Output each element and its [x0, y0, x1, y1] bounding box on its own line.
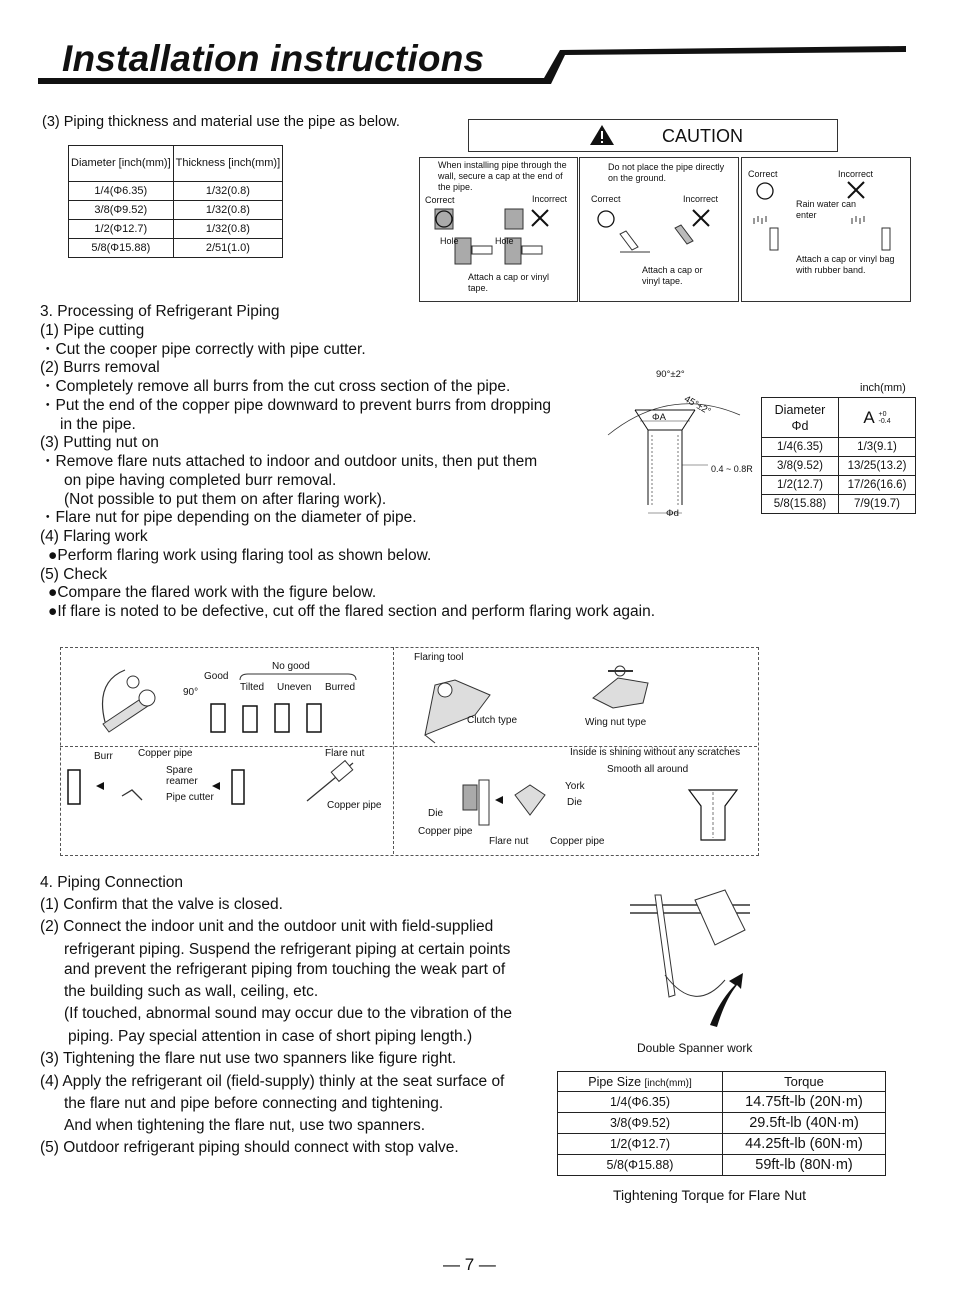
table-cell: 5/8(Φ15.88) — [69, 239, 174, 258]
table-cell: 1/4(Φ6.35) — [558, 1092, 723, 1113]
die-label: Die — [428, 808, 444, 819]
flare-phiA-label: ΦA — [652, 412, 666, 423]
text-line: (3) Tightening the flare nut use two spanners like figure right. — [40, 1050, 457, 1067]
text-line: piping. Pay special attention in case of short piping length.) — [68, 1028, 473, 1045]
flare-nut-label: Flare nut — [325, 748, 365, 759]
table-cell: 1/4(Φ6.35) — [69, 182, 174, 201]
flare-phid-label: Φd — [666, 508, 679, 519]
burred-label: Burred — [325, 682, 356, 693]
table-cell: 29.5ft-lb (40N·m) — [723, 1113, 886, 1134]
pipe-spec-header-diameter: Diameter [inch(mm)] — [69, 146, 174, 182]
angle-label: 90° — [183, 687, 199, 698]
text-line: ・Completely remove all burrs from the cut cross section of the pipe. — [40, 378, 511, 395]
pipe-cutter-illustration — [95, 662, 185, 740]
clutch-tool-illustration — [415, 665, 500, 745]
incorrect-label: Incorrect — [532, 194, 568, 204]
table-cell: 1/4(6.35) — [762, 438, 839, 457]
text-line: (4) Flaring work — [40, 528, 148, 545]
table-cell: 3/8(Φ9.52) — [69, 201, 174, 220]
table-cell: 1/3(9.1) — [839, 438, 916, 457]
spanner-caption: Double Spanner work — [637, 1041, 753, 1055]
table-cell: 13/25(13.2) — [839, 457, 916, 476]
text-line: (5) Check — [40, 566, 108, 583]
table-cell: 5/8(Φ15.88) — [558, 1155, 723, 1176]
correct-label: Correct — [425, 195, 455, 205]
caution-banner — [468, 119, 838, 152]
text-line: (2) Burrs removal — [40, 359, 160, 376]
section-heading: 3. Processing of Refrigerant Piping — [40, 303, 280, 320]
table-cell: 2/51(1.0) — [173, 239, 283, 258]
pipe-spec-header-thickness: Thickness [inch(mm)] — [173, 146, 283, 182]
pipe-spec-intro: (3) Piping thickness and material use the pipe as below. — [42, 114, 400, 130]
copper-pipe-label: Copper pipe — [550, 836, 605, 847]
ground-pipe-illustration — [580, 204, 738, 264]
cap-note: Attach a cap or vinyl tape. — [642, 265, 703, 286]
text-line: on pipe having completed burr removal. — [64, 472, 337, 489]
hole-label: Hole — [495, 236, 514, 246]
text-line: refrigerant piping. Suspend the refrigerant piping at certain points — [64, 941, 511, 958]
table-cell: 3/8(9.52) — [762, 457, 839, 476]
text-line: ・Flare nut for pipe depending on the diameter of pipe. — [40, 509, 417, 526]
text-line: ●Perform flaring work using flaring tool as shown below. — [48, 547, 432, 564]
pipe-cutter-label: Pipe cutter — [166, 792, 214, 803]
text-line: the flare nut and pipe before connecting and tightening. — [64, 1095, 444, 1112]
no-good-label: No good — [272, 661, 310, 672]
header-text: A — [863, 407, 874, 427]
clutch-type-label: Clutch type — [467, 715, 518, 726]
text-line: ・Cut the cooper pipe correctly with pipe cutter. — [40, 341, 366, 358]
text-line: the building such as wall, ceiling, etc. — [64, 983, 319, 1000]
page-title: Installation instructions — [62, 38, 485, 79]
header-text: Φd — [791, 418, 809, 433]
flare-nut-illustration — [303, 757, 363, 803]
copper-pipe-label: Copper pipe — [327, 800, 382, 811]
correct-label: Correct — [748, 169, 778, 179]
text-line: (If touched, abnormal sound may occur due to the vibration of the — [64, 1005, 513, 1022]
correct-label: Correct — [591, 194, 621, 204]
header-text: Pipe Size — [588, 1074, 642, 1089]
flaring-tool-label: Flaring tool — [414, 652, 464, 663]
title-underline — [38, 44, 908, 88]
text-line: in the pipe. — [60, 416, 136, 433]
flare-nut-label: Flare nut — [489, 836, 529, 847]
flare-size-table — [761, 397, 916, 514]
tolerance-minus: -0.4 — [878, 418, 891, 426]
torque-table — [557, 1071, 886, 1176]
text-line: And when tightening the flare nut, use two spanners. — [64, 1117, 426, 1134]
uneven-label: Uneven — [277, 682, 312, 693]
flare-angle-label: 90°±2° — [656, 369, 685, 380]
text-line: ・Remove flare nuts attached to indoor and outdoor units, then put them — [40, 453, 538, 470]
caution-panel-wall — [419, 157, 578, 302]
warning-icon — [589, 124, 615, 146]
tilted-label: Tilted — [240, 682, 265, 693]
table-cell: 1/2(Φ12.7) — [69, 220, 174, 239]
table-cell: 17/26(16.6) — [839, 476, 916, 495]
text-line: and prevent the refrigerant piping from touching the weak part of — [64, 961, 506, 978]
smooth-note: Smooth all around — [607, 764, 689, 775]
torque-header-size — [558, 1072, 723, 1092]
table-cell: 1/2(Φ12.7) — [558, 1134, 723, 1155]
text-line: ●If flare is noted to be defective, cut off the flared section and perform flaring work again. — [48, 603, 656, 620]
flare-angle45-label: 45°±2° — [682, 393, 713, 418]
table-cell: 1/32(0.8) — [173, 182, 283, 201]
torque-caption: Tightening Torque for Flare Nut — [613, 1187, 806, 1203]
text-line: ・Put the end of the copper pipe downward to prevent burrs from dropping — [40, 397, 551, 414]
caution-title: CAUTION — [662, 126, 743, 146]
header-text: Diameter — [774, 402, 826, 417]
pipe-spec-table — [68, 145, 283, 258]
figure-divider — [393, 647, 394, 854]
text-line: (1) Confirm that the valve is closed. — [40, 896, 283, 913]
hole-label: Hole — [440, 236, 459, 246]
flare-table-header-diameter — [762, 398, 839, 438]
burr-removal-illustration — [64, 760, 254, 810]
flare-radius-label: 0.4 ~ 0.8R — [711, 464, 753, 474]
text-line: (2) Connect the indoor unit and the outdoor unit with field-supplied — [40, 918, 494, 935]
text-line: (4) Apply the refrigerant oil (field-supply) thinly at the seat surface of — [40, 1073, 505, 1090]
table-cell: 14.75ft-lb (20N·m) — [723, 1092, 886, 1113]
table-cell: 7/9(19.7) — [839, 495, 916, 514]
caution-text: When installing pipe through the wall, secure a cap at the end of the pipe. — [438, 160, 567, 192]
good-label: Good — [204, 671, 229, 682]
copper-pipe-label: Copper pipe — [418, 826, 473, 837]
text-line: (Not possible to put them on after flaring work). — [64, 491, 387, 508]
wing-type-label: Wing nut type — [585, 717, 647, 728]
text-line: (5) Outdoor refrigerant piping should connect with stop valve. — [40, 1139, 459, 1156]
spare-reamer-label: Spare reamer — [166, 765, 198, 787]
header-unit: [inch(mm)] — [644, 1077, 692, 1089]
torque-header-value: Torque — [723, 1072, 886, 1092]
table-cell: 59ft-lb (80N·m) — [723, 1155, 886, 1176]
text-line: (3) Putting nut on — [40, 434, 159, 451]
cut-ends-illustration — [205, 700, 335, 736]
cap-note: Attach a cap or vinyl tape. — [468, 272, 550, 293]
york-label: York — [565, 781, 585, 792]
page-number: — 7 — — [443, 1255, 496, 1274]
caution-panel-rain — [741, 157, 911, 302]
table-cell: 1/32(0.8) — [173, 201, 283, 220]
die-label: Die — [567, 797, 583, 808]
table-cell: 3/8(Φ9.52) — [558, 1113, 723, 1134]
flare-table-unit: inch(mm) — [860, 382, 906, 394]
text-line: ●Compare the flared work with the figure below. — [48, 584, 377, 601]
flared-end-illustration — [683, 780, 743, 846]
table-cell: 1/32(0.8) — [173, 220, 283, 239]
shining-note: Inside is shining without any scratches — [570, 747, 741, 758]
burr-label: Burr — [94, 751, 113, 762]
tolerance-plus: +0 — [878, 411, 887, 419]
caution-panel-ground — [579, 157, 739, 302]
incorrect-label: Incorrect — [838, 169, 874, 179]
cap-note: Attach a cap or vinyl bag with rubber band. — [796, 254, 895, 275]
table-cell: 1/2(12.7) — [762, 476, 839, 495]
wing-nut-tool-illustration — [588, 663, 658, 713]
rain-note: Rain water can enter — [796, 199, 857, 220]
table-cell: 44.25ft-lb (60N·m) — [723, 1134, 886, 1155]
bracket-line — [238, 670, 358, 682]
caution-text: Do not place the pipe directly on the ground. — [608, 162, 725, 183]
section-heading: 4. Piping Connection — [40, 874, 184, 891]
double-spanner-illustration — [625, 885, 755, 1035]
incorrect-label: Incorrect — [683, 194, 719, 204]
copper-pipe-label: Copper pipe — [138, 748, 193, 759]
table-cell: 5/8(15.88) — [762, 495, 839, 514]
flare-table-header-a — [839, 398, 916, 438]
text-line: (1) Pipe cutting — [40, 322, 145, 339]
flare-dimension-diagram — [600, 365, 760, 525]
